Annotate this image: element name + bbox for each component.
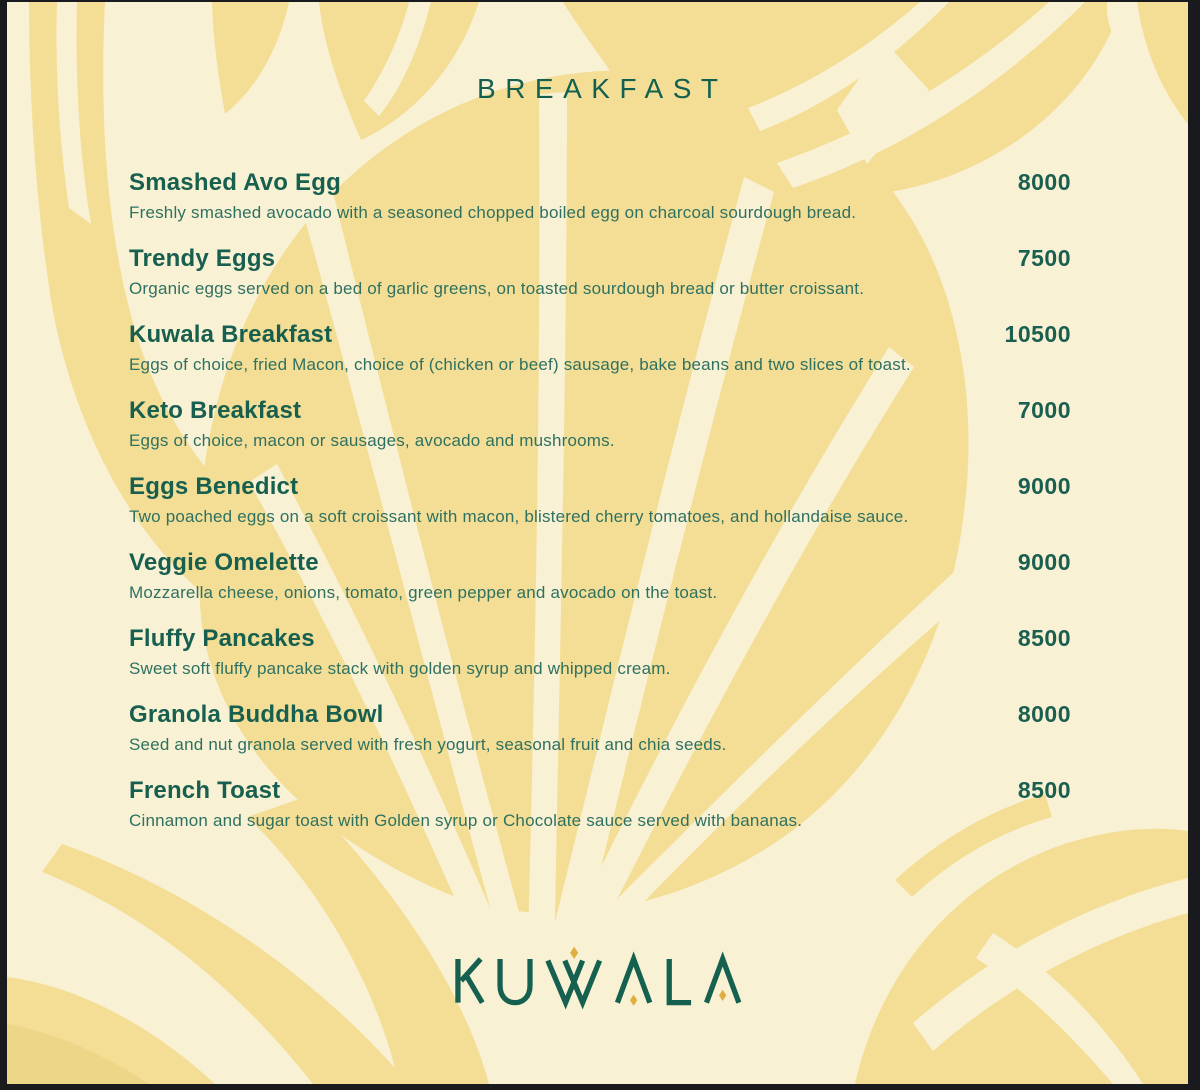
menu-item-price: 8500 [1017,625,1071,651]
menu-page [7,2,1188,1084]
menu-item-description: Sweet soft fluffy pancake stack with golden syrup and whipped cream. [129,659,671,678]
menu-item-list [129,168,1071,832]
menu-item-header [129,244,1071,273]
menu-item-name: Kuwala Breakfast [129,321,333,348]
menu-item [129,320,1071,396]
menu-item-name: Keto Breakfast [129,397,302,424]
logo-diamond-icon [570,947,578,959]
menu-item-header [129,168,1071,197]
menu-item-header [129,700,1071,729]
menu-item-price: 9000 [1017,473,1071,499]
menu-item [129,700,1071,776]
menu-item-description: Mozzarella cheese, onions, tomato, green pepper and avocado on the toast. [129,583,718,602]
menu-item-header [129,624,1071,653]
menu-item-price: 9000 [1017,549,1071,575]
menu-item-header [129,320,1071,349]
logo-letter-l [669,959,691,1003]
menu-item-name: French Toast [129,777,281,804]
menu-item-price: 8500 [1017,777,1071,803]
logo-diamond-icon [629,995,636,1006]
menu-content [7,2,1188,1084]
footer-logo-area [7,946,1188,1014]
logo-diamond-icon [719,990,726,1001]
menu-item-header [129,776,1071,805]
menu-item-price: 7500 [1017,245,1071,271]
logo-letter-u [500,959,530,1003]
menu-item [129,168,1071,244]
menu-item-name: Veggie Omelette [129,549,319,576]
kuwala-logo [452,946,744,1014]
menu-item [129,472,1071,548]
menu-item-description: Organic eggs served on a bed of garlic greens, on toasted sourdough bread or butter croissant. [129,279,865,298]
menu-item-description: Seed and nut granola served with fresh yogurt, seasonal fruit and chia seeds. [129,735,727,754]
menu-item-price: 7000 [1017,397,1071,423]
menu-item-header [129,396,1071,425]
menu-item-price: 8000 [1017,701,1071,727]
page-title: BREAKFAST [477,73,728,104]
menu-item-name: Granola Buddha Bowl [129,701,384,728]
menu-item-name: Eggs Benedict [129,473,299,500]
menu-item [129,244,1071,320]
menu-item-description: Eggs of choice, macon or sausages, avocado and mushrooms. [129,431,615,450]
menu-item-price: 8000 [1017,169,1071,195]
menu-item-header [129,472,1071,501]
menu-item [129,548,1071,624]
menu-item [129,776,1071,832]
menu-item-description: Freshly smashed avocado with a seasoned chopped boiled egg on charcoal sourdough bread. [129,203,857,222]
menu-item-description: Eggs of choice, fried Macon, choice of (chicken or beef) sausage, bake beans and two slices of toast. [129,355,911,374]
menu-item-price: 10500 [1004,321,1071,347]
menu-item-name: Smashed Avo Egg [129,169,341,196]
menu-item-description: Cinnamon and sugar toast with Golden syrup or Chocolate sauce served with bananas. [129,811,803,830]
menu-item [129,624,1071,700]
menu-item-name: Trendy Eggs [129,245,276,272]
menu-item-name: Fluffy Pancakes [129,625,315,652]
menu-item [129,396,1071,472]
menu-item-header [129,548,1071,577]
menu-item-description: Two poached eggs on a soft croissant with macon, blistered cherry tomatoes, and hollandaise sauce. [129,507,909,526]
